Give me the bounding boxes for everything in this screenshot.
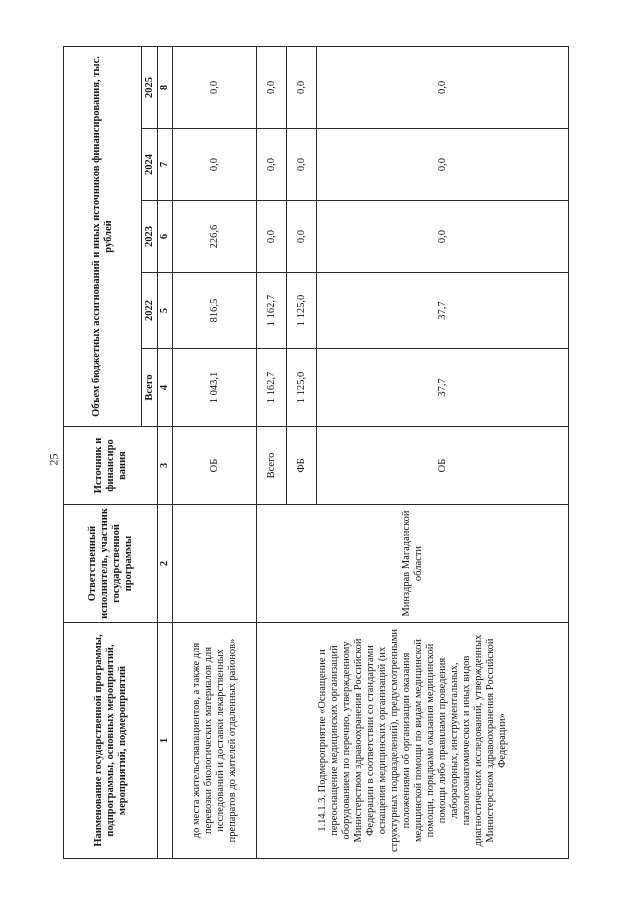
value-total: 1 162,7 xyxy=(257,349,287,427)
value-2025: 0,0 xyxy=(317,46,569,128)
value-2025: 0,0 xyxy=(173,46,257,128)
header-funding-source: Источник и финансиро вания xyxy=(64,427,158,505)
value-2023: 226,6 xyxy=(173,201,257,273)
value-total: 37,7 xyxy=(317,349,569,427)
row-source: Всего xyxy=(257,427,287,505)
value-2023: 0,0 xyxy=(257,201,287,273)
value-2024: 0,0 xyxy=(173,129,257,201)
row-executor xyxy=(173,505,257,623)
page-number: 25 xyxy=(46,453,61,466)
header-year-2022: 2022 xyxy=(142,273,158,349)
table-row xyxy=(173,46,257,858)
value-2025: 0,0 xyxy=(257,46,287,128)
header-executor: Ответственный исполнитель, участник государственной программы xyxy=(64,505,158,623)
header-year-total: Всего xyxy=(142,349,158,427)
budget-table-sheet xyxy=(63,47,569,859)
value-2022: 37,7 xyxy=(317,273,569,349)
value-total: 1 043,1 xyxy=(173,349,257,427)
column-number: 3 xyxy=(158,427,173,505)
table-row xyxy=(257,46,287,858)
column-number: 5 xyxy=(158,273,173,349)
value-2024: 0,0 xyxy=(317,129,569,201)
value-2023: 0,0 xyxy=(317,201,569,273)
value-2022: 1 125,0 xyxy=(287,273,317,349)
value-2024: 0,0 xyxy=(257,129,287,201)
header-year-2023: 2023 xyxy=(142,201,158,273)
row-executor: Минздрав Магаданской области xyxy=(257,505,569,623)
column-number: 6 xyxy=(158,201,173,273)
value-2023: 0,0 xyxy=(287,201,317,273)
column-number: 8 xyxy=(158,46,173,128)
row-name: 1.14.1.3. Подмероприятие «Оснащение и переоснащение медицинских организаций оборудованием по перечню, утвержденному Министерством здравоохранения Российской Федерации в соответствии со стандартами оснащения медицинских организаций (их структурных подразделений), предусмотренными положениями об организации оказания медицинской помощи по видам медицинской помощи, порядками оказания медицинской помощи либо правилами проведения лабораторных, инструментальных, патологоанатомических и иных видов диагностических исследований, утвержденных Министерством здравоохранения Российской Федерации» xyxy=(257,623,569,859)
value-2025: 0,0 xyxy=(287,46,317,128)
row-source: ОБ xyxy=(173,427,257,505)
column-number: 4 xyxy=(158,349,173,427)
value-2022: 1 162,7 xyxy=(257,273,287,349)
row-source: ОБ xyxy=(317,427,569,505)
value-2022: 816,5 xyxy=(173,273,257,349)
value-total: 1 125,0 xyxy=(287,349,317,427)
row-name: до места жительствапациентов, а также для перевозки биологических материалов для исследований и доставки лекарственных препаратов до жителей отдаленных районов» xyxy=(173,623,257,859)
value-2024: 0,0 xyxy=(287,129,317,201)
column-number: 7 xyxy=(158,129,173,201)
row-source: ФБ xyxy=(287,427,317,505)
budget-table xyxy=(63,46,569,859)
header-year-2025: 2025 xyxy=(142,46,158,128)
column-number: 2 xyxy=(158,505,173,623)
header-year-2024: 2024 xyxy=(142,129,158,201)
header-program-name: Наименование государственной программы, подпрограммы, основных мероприятий, мероприятий, подмероприятий xyxy=(64,623,158,859)
header-funding-volume: Объем бюджетных ассигнований и иных источников финансирования, тыс. рублей xyxy=(64,46,142,426)
column-number: 1 xyxy=(158,623,173,859)
